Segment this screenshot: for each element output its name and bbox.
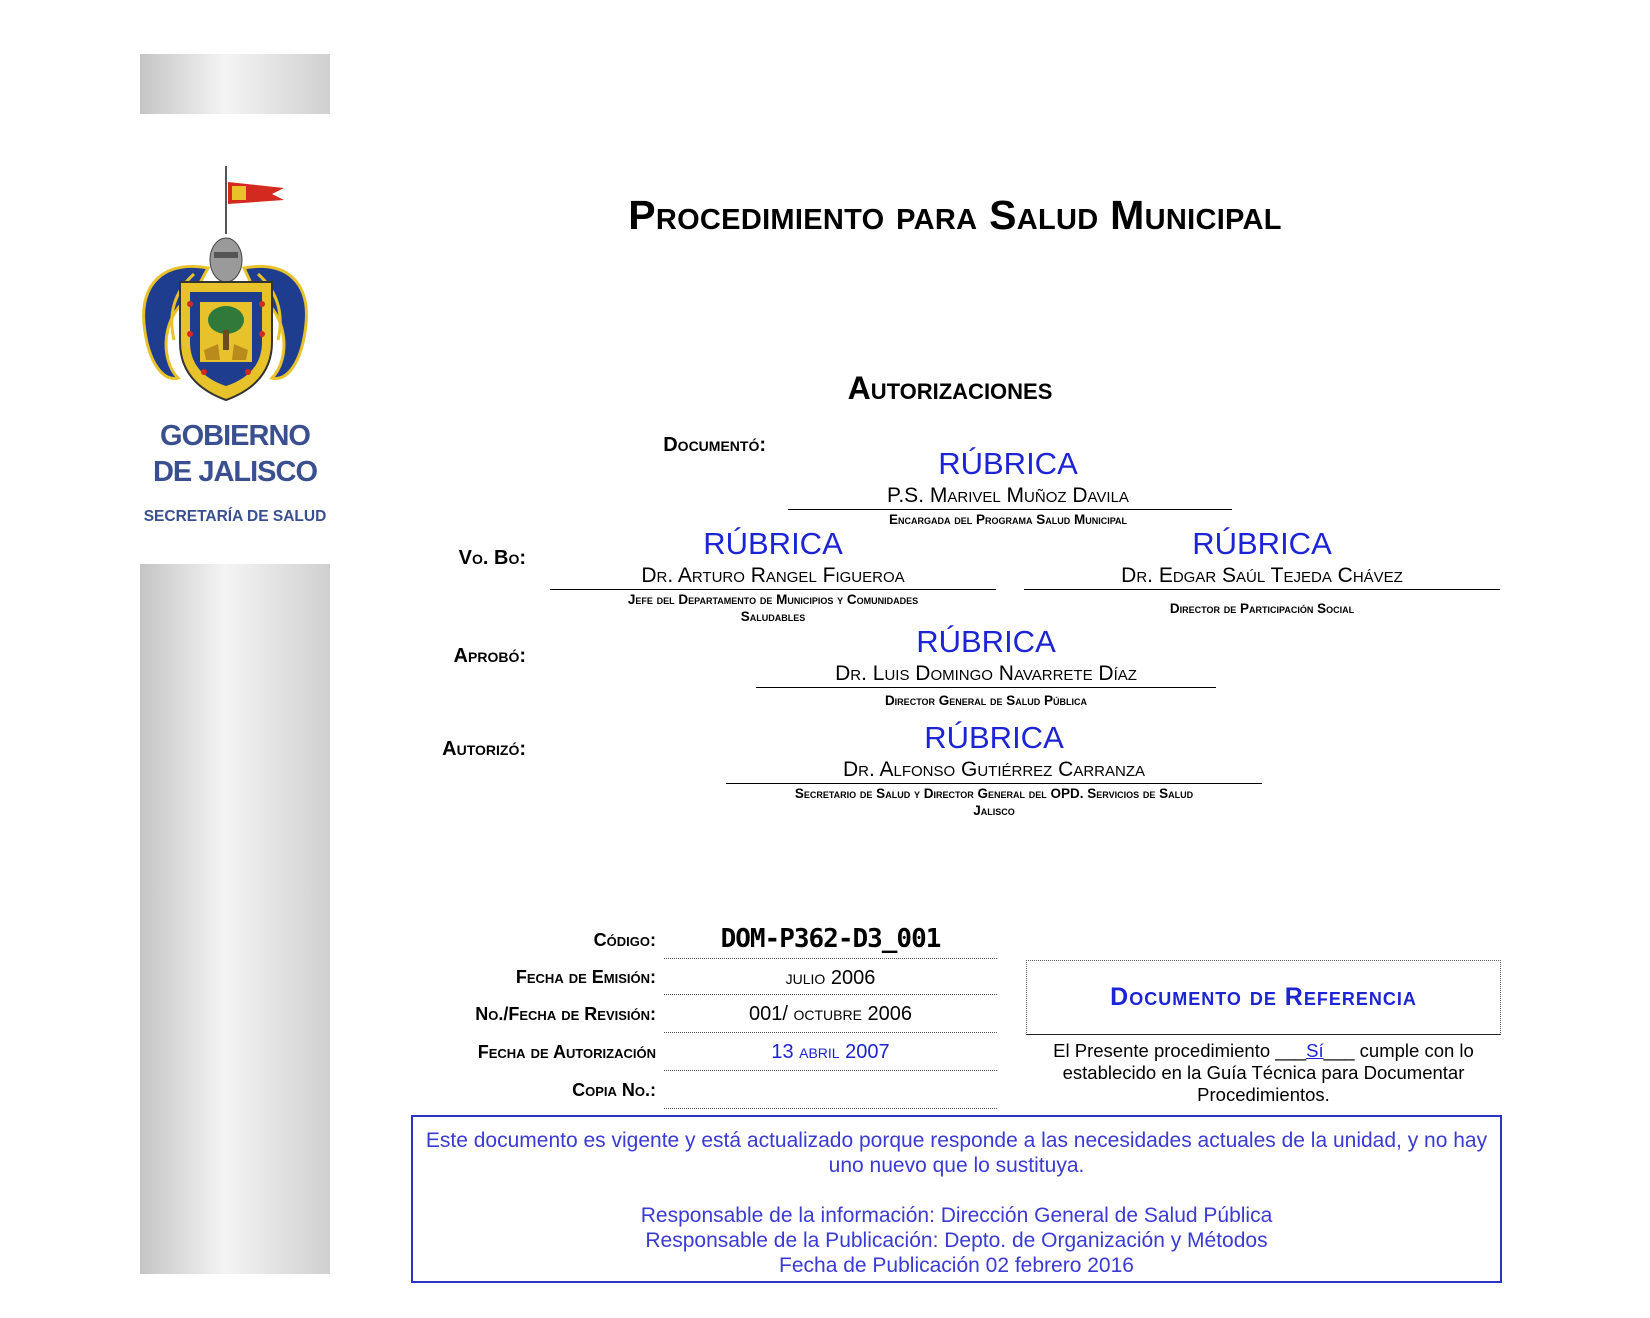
role-autorizo: Autorizó: — [442, 738, 526, 760]
reference-title: Documento de Referencia — [1110, 983, 1417, 1011]
vigencia-notice-box — [411, 1115, 1502, 1283]
section-title: Autorizaciones — [847, 370, 1053, 406]
signer-name-vobo-left: Dr. Arturo Rangel Figueroa — [641, 564, 905, 587]
copia-label: Copia No.: — [572, 1080, 656, 1100]
signer-title-vobo-right: Director de Participación Social — [1169, 601, 1355, 616]
signer-name-aprobo: Dr. Luis Domingo Navarrete Díaz — [835, 662, 1137, 685]
responsable-publicacion: Responsable de la Publicación: Depto. de Organización y Métodos — [645, 1229, 1268, 1252]
reference-blank-left: ___ — [1275, 1040, 1307, 1061]
role-aprobo: Aprobó: — [453, 645, 526, 667]
signer-title-autorizo-line1: Secretario de Salud y Director General del OPD. Servicios de Salud — [794, 786, 1194, 801]
page-title: Procedimiento para Salud Municipal — [628, 192, 1282, 238]
rubrica-vobo-right: RÚBRICA — [1192, 526, 1332, 561]
signer-title-vobo-left-line2: Saludables — [740, 609, 806, 624]
signer-title-autorizo — [726, 785, 1262, 819]
reference-text-before: El Presente procedimiento — [1053, 1040, 1276, 1061]
signer-title-aprobo: Director General de Salud Pública — [884, 693, 1088, 708]
role-documento: Documentó: — [663, 434, 766, 456]
reference-box — [1026, 960, 1501, 1035]
dotted-rule — [664, 994, 997, 995]
autorizacion-label: Fecha de Autorización — [477, 1042, 656, 1062]
signer-title-vobo-left — [550, 591, 996, 625]
revision-label: No./Fecha de Revisión: — [475, 1004, 656, 1024]
gov-line-2: DE JALISCO — [152, 456, 318, 488]
signer-name-vobo-right: Dr. Edgar Saúl Tejeda Chávez — [1121, 564, 1403, 587]
signer-title-vobo-left-line1: Jefe del Departamento de Municipios y Comunidades — [627, 592, 919, 607]
reference-si: Sí — [1306, 1040, 1324, 1061]
rubrica-documento: RÚBRICA — [938, 446, 1078, 481]
dotted-rule — [664, 1108, 997, 1109]
reference-text — [1026, 1040, 1501, 1106]
signer-name-documento: P.S. Marivel Muñoz Davila — [887, 484, 1129, 507]
signer-title-autorizo-line2: Jalisco — [973, 803, 1015, 818]
codigo-label: Código: — [593, 930, 656, 950]
signature-line — [550, 589, 996, 590]
revision-value: 001/ octubre 2006 — [749, 1003, 912, 1025]
signature-line — [756, 687, 1216, 688]
emision-value: julio 2006 — [785, 967, 876, 989]
government-name — [140, 418, 330, 490]
rubrica-vobo-left: RÚBRICA — [703, 526, 843, 561]
signature-line — [1024, 589, 1500, 590]
gov-line-1: GOBIERNO — [160, 420, 310, 452]
jalisco-coat-of-arms-icon — [134, 164, 314, 408]
signer-title-documento: Encargada del Programa Salud Municipal — [888, 512, 1128, 527]
rubrica-aprobo: RÚBRICA — [916, 624, 1056, 659]
vigencia-statement: Este documento es vigente y está actualizado porque responde a las necesidades actuales de la unidad, y no hay uno nuevo que lo sustituya. — [425, 1129, 1488, 1177]
autorizacion-value: 13 abril 2007 — [771, 1041, 890, 1063]
dotted-rule — [664, 1032, 997, 1033]
rubrica-autorizo: RÚBRICA — [924, 720, 1064, 755]
signature-line — [726, 783, 1262, 784]
dotted-rule — [664, 958, 997, 959]
sidebar-gradient-top — [140, 54, 330, 114]
signature-line — [788, 509, 1232, 510]
responsable-informacion: Responsable de la información: Dirección General de Salud Pública — [640, 1204, 1273, 1227]
role-vobo: Vo. Bo: — [458, 547, 526, 569]
sidebar-gradient-bottom — [140, 564, 330, 1274]
reference-blank-right: ___ — [1323, 1040, 1355, 1061]
fecha-publicacion: Fecha de Publicación 02 febrero 2016 — [779, 1254, 1134, 1277]
signer-name-autorizo: Dr. Alfonso Gutiérrez Carranza — [842, 758, 1146, 781]
secretaria-label: SECRETARÍA DE SALUD — [143, 508, 327, 525]
dotted-rule — [664, 1070, 997, 1071]
reference-text-after: cumple con lo establecido en la Guía Técnica para Documentar Procedimientos. — [1062, 1040, 1474, 1105]
codigo-value: DOM-P362-D3_001 — [720, 924, 941, 954]
emision-label: Fecha de Emisión: — [515, 967, 656, 987]
